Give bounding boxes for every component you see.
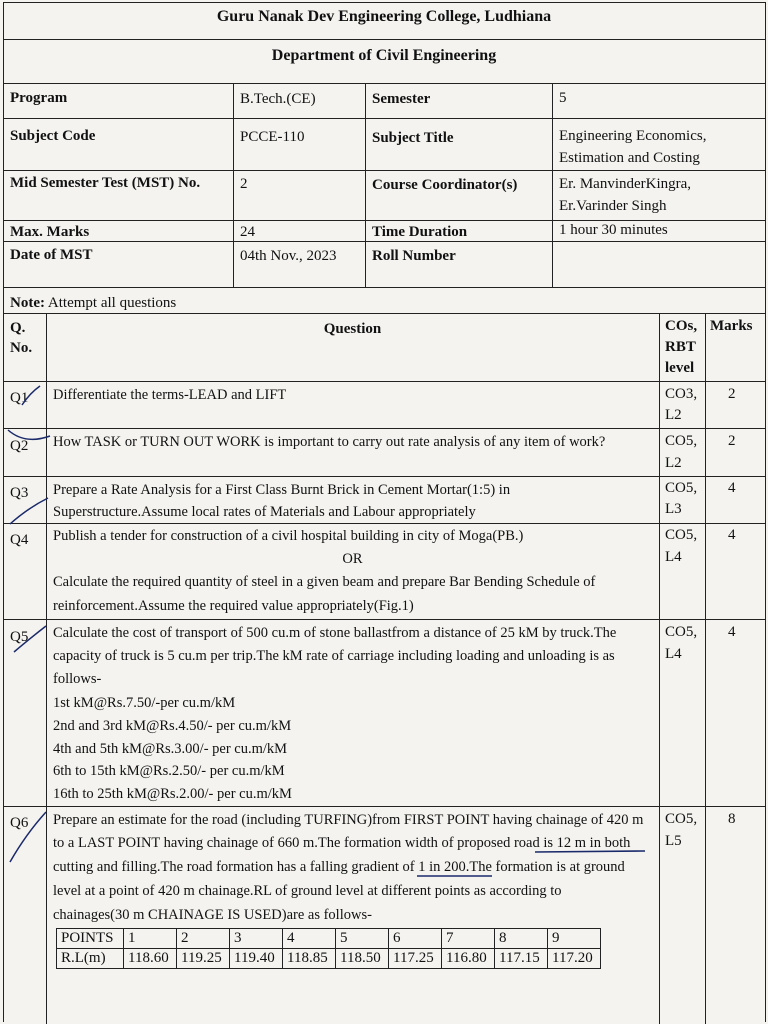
rate-item: 6th to 15th kM@Rs.2.50/- per cu.m/kM [53,763,285,779]
question-text: Prepare an estimate for the road (including TURFING)from FIRST POINT having chainage of 420 m [53,812,644,828]
question-text: level at a point of 420 m chainage.RL of ground level at different points as according to [53,883,562,899]
col-question: Question [323,321,382,337]
question-number: Q5 [10,629,29,645]
coordinator-value: Er.Varinder Singh [559,198,667,214]
rl-point: 9 [548,929,601,949]
col-marks: Marks [710,318,753,334]
question-number: Q3 [10,485,29,501]
rate-item: 4th and 5th kM@Rs.3.00/- per cu.m/kM [53,741,288,757]
max-marks-value: 24 [240,224,255,240]
question-number: Q2 [10,438,29,454]
question-text: How TASK or TURN OUT WORK is important to carry out rate analysis of any item of work? [53,434,606,450]
question-number: Q1 [10,390,29,406]
marks: 4 [728,480,736,496]
marks: 4 [728,624,736,640]
col-co: RBT [665,339,696,355]
check-mark-icon [10,812,46,862]
co-level: CO3, [665,386,698,402]
rl-value: 119.40 [230,949,283,969]
program-value: B.Tech.(CE) [240,91,316,107]
rl-value: 116.80 [442,949,495,969]
question-text: to a LAST POINT having chainage of 660 m.The formation width of proposed road is 12 m in both [53,835,631,851]
date-label: Date of MST [10,247,93,263]
note-label: Note: [10,295,45,311]
rl-value: 117.25 [389,949,442,969]
time-label: Time Duration [372,224,468,240]
rl-row-label: R.L(m) [57,949,124,969]
subject-code-value: PCCE-110 [240,129,305,145]
rl-point: 7 [442,929,495,949]
rl-row-label: POINTS [57,929,124,949]
question-text: chainages(30 m CHAINAGE IS USED)are as follows- [53,907,372,923]
time-value: 1 hour 30 minutes [559,222,668,238]
rl-value: 118.50 [336,949,389,969]
department-name: Department of Civil Engineering [271,47,497,64]
rl-value: 119.25 [177,949,230,969]
max-marks-label: Max. Marks [10,224,90,240]
co-level: L5 [665,833,682,849]
question-text: reinforcement.Assume the required value appropriately(Fig.1) [53,598,414,614]
co-level: L2 [665,407,682,423]
semester-label: Semester [372,91,431,107]
question-text: Calculate the cost of transport of 500 cu.m of stone ballastfrom a distance of 25 kM by truck.The [53,625,617,641]
rl-point: 8 [495,929,548,949]
semester-value: 5 [559,90,567,106]
marks: 2 [728,386,736,402]
program-label: Program [10,90,68,106]
question-text: capacity of truck is 5 cu.m per trip.The kM rate of carriage including loading and unloading is as [53,648,615,664]
question-text: Calculate the required quantity of steel in a given beam and prepare Bar Bending Schedule of [53,574,596,590]
rl-value: 118.60 [124,949,177,969]
note-text: Attempt all questions [47,295,177,311]
marks: 4 [728,527,736,543]
question-text: Prepare a Rate Analysis for a First Class Burnt Brick in Cement Mortar(1:5) in [53,482,511,498]
date-value: 04th Nov., 2023 [240,248,337,264]
co-level: L4 [665,549,682,565]
coordinator-label: Course Coordinator(s) [372,177,518,193]
mst-value: 2 [240,176,248,192]
subject-code-label: Subject Code [10,128,96,144]
rl-value: 118.85 [283,949,336,969]
rl-point: 3 [230,929,283,949]
rl-value: 117.15 [495,949,548,969]
question-text: Superstructure.Assume local rates of Materials and Labour appropriately [53,504,476,520]
rl-point: 1 [124,929,177,949]
col-co: level [665,360,695,376]
rl-point: 5 [336,929,389,949]
rl-point: 2 [177,929,230,949]
co-level: L3 [665,501,682,517]
rate-item: 16th to 25th kM@Rs.2.00/- per cu.m/kM [53,786,292,802]
subject-title-value: Estimation and Costing [559,150,700,166]
check-mark-icon [22,386,40,405]
coordinator-value: Er. ManvinderKingra, [559,176,692,192]
rate-item: 2nd and 3rd kM@Rs.4.50/- per cu.m/kM [53,718,292,734]
rl-value: 117.20 [548,949,601,969]
col-qno: Q. [10,320,26,336]
check-mark-icon [10,498,48,524]
co-level: L4 [665,646,682,662]
check-mark-icon [14,626,46,652]
question-text: Differentiate the terms-LEAD and LIFT [53,387,287,403]
rate-item: 1st kM@Rs.7.50/-per cu.m/kM [53,695,236,711]
rl-points-row [57,929,601,949]
co-level: L2 [665,455,682,471]
rl-point: 6 [389,929,442,949]
subject-title-value: Engineering Economics, [559,128,707,144]
col-co: COs, [665,318,698,334]
roll-label: Roll Number [372,248,456,264]
co-level: CO5, [665,480,698,496]
co-level: CO5, [665,433,698,449]
col-qno: No. [10,340,33,356]
question-text: follows- [53,671,102,687]
subject-title-label: Subject Title [372,130,454,146]
question-text: cutting and filling.The road formation has a falling gradient of 1 in 200.The formation is at ground [53,859,625,875]
mst-label: Mid Semester Test (MST) No. [10,175,201,191]
check-mark-icon [8,430,50,439]
co-level: CO5, [665,527,698,543]
co-level: CO5, [665,624,698,640]
question-number: Q6 [10,815,29,831]
rl-values-row [57,949,601,969]
college-name: Guru Nanak Dev Engineering College, Ludhiana [216,8,552,25]
marks: 2 [728,433,736,449]
question-number: Q4 [10,532,29,548]
rl-point: 4 [283,929,336,949]
question-or: OR [342,551,363,567]
co-level: CO5, [665,811,698,827]
question-text: Publish a tender for construction of a civil hospital building in city of Moga(PB.) [53,528,524,544]
marks: 8 [728,811,736,827]
rl-table [56,928,601,969]
